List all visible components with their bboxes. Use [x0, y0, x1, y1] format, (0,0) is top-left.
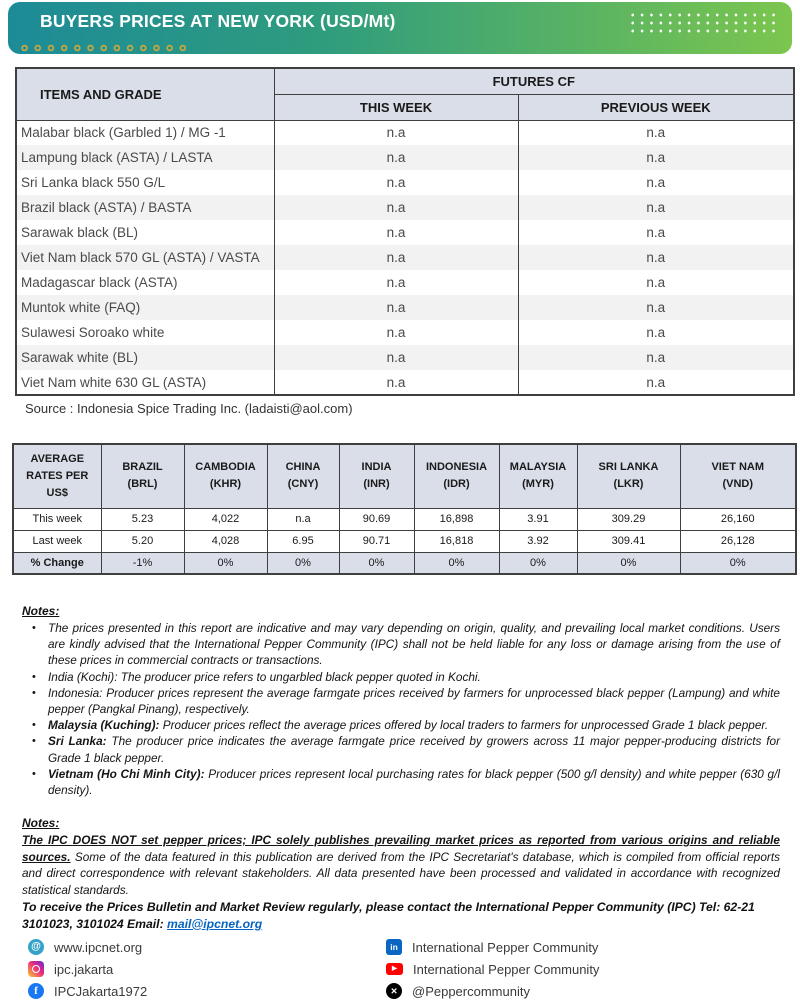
- country-header: BRAZIL (BRL): [101, 444, 184, 508]
- this-week-value: n.a: [274, 370, 518, 395]
- notes-section-1: [22, 604, 780, 798]
- table-row: [16, 270, 794, 295]
- previous-week-value: n.a: [518, 245, 794, 270]
- table-header-row: [16, 68, 794, 94]
- website-link: [28, 938, 338, 956]
- rate-value: 0%: [680, 552, 796, 574]
- rate-value: 6.95: [267, 530, 339, 552]
- social-link-label: International Pepper Community: [413, 961, 600, 977]
- notes-heading: Notes:: [22, 604, 60, 618]
- this-week-value: n.a: [274, 220, 518, 245]
- instagram-link: [28, 960, 338, 978]
- this-week-value: n.a: [274, 170, 518, 195]
- rate-value: 16,898: [414, 508, 499, 530]
- rate-value: 5.23: [101, 508, 184, 530]
- item-name: Malabar black (Garbled 1) / MG -1: [16, 120, 274, 145]
- rates-row-this-week: [13, 508, 796, 530]
- previous-week-value: n.a: [518, 120, 794, 145]
- item-name: Sarawak white (BL): [16, 345, 274, 370]
- rate-value: 5.20: [101, 530, 184, 552]
- rate-value: n.a: [267, 508, 339, 530]
- this-week-value: n.a: [274, 195, 518, 220]
- item-name: Madagascar black (ASTA): [16, 270, 274, 295]
- previous-week-value: n.a: [518, 370, 794, 395]
- previous-week-header: PREVIOUS WEEK: [518, 94, 794, 120]
- youtube-icon: ▶: [386, 963, 403, 975]
- previous-week-value: n.a: [518, 195, 794, 220]
- row-label: % Change: [13, 552, 101, 574]
- footer-social-links: [28, 938, 696, 1000]
- average-rates-table: [12, 443, 797, 575]
- rates-row-percent-change: [13, 552, 796, 574]
- previous-week-value: n.a: [518, 170, 794, 195]
- rate-value: 0%: [184, 552, 267, 574]
- note-bullet: • Malaysia (Kuching): Producer prices reflect the average prices offered by local traders to farmers for unprocessed Grade 1 black pepper.: [48, 717, 780, 733]
- item-name: Muntok white (FAQ): [16, 295, 274, 320]
- item-name: Viet Nam black 570 GL (ASTA) / VASTA: [16, 245, 274, 270]
- linkedin-link: [386, 938, 696, 956]
- table-row: [16, 170, 794, 195]
- item-name: Sri Lanka black 550 G/L: [16, 170, 274, 195]
- table-row: [16, 195, 794, 220]
- items-and-grade-header: ITEMS AND GRADE: [16, 68, 274, 120]
- rate-value: 4,028: [184, 530, 267, 552]
- social-link-label: IPCJakarta1972: [54, 983, 148, 999]
- country-header: MALAYSIA (MYR): [499, 444, 577, 508]
- country-header: CAMBODIA (KHR): [184, 444, 267, 508]
- item-name: Lampung black (ASTA) / LASTA: [16, 145, 274, 170]
- table-row: [16, 220, 794, 245]
- rates-row-last-week: [13, 530, 796, 552]
- table-row: [16, 345, 794, 370]
- dot-grid-decoration-icon: [628, 11, 778, 34]
- rate-value: 3.92: [499, 530, 577, 552]
- this-week-value: n.a: [274, 345, 518, 370]
- item-name: Brazil black (ASTA) / BASTA: [16, 195, 274, 220]
- facebook-link: [28, 982, 338, 1000]
- rates-header-row: [13, 444, 796, 508]
- this-week-header: THIS WEEK: [274, 94, 518, 120]
- note-bullet: • Sri Lanka: The producer price indicates the average farmgate price received by growers across 11 major pepper-producing districts for Grade 1 black pepper.: [48, 733, 780, 765]
- this-week-value: n.a: [274, 270, 518, 295]
- rate-value: 3.91: [499, 508, 577, 530]
- x-twitter-link: [386, 982, 696, 1000]
- linkedin-icon: in: [386, 939, 402, 955]
- footer-column-left: [28, 938, 338, 1000]
- footer-column-right: [386, 938, 696, 1000]
- rate-value: 0%: [577, 552, 680, 574]
- disclaimer-paragraph: The IPC DOES NOT set pepper prices; IPC solely publishes prevailing market prices as reported from various origins and reliable sources. Some of the data featured in this publication are derived from the IPC Secretariat's database, which is compiled from official reports and direct correspondence with relevant stakeholders. All data presented have been processed and validated in accordance with recognized statistical standards.: [22, 833, 780, 897]
- this-week-value: n.a: [274, 245, 518, 270]
- note-bullet: • India (Kochi): The producer price refers to ungarbled black pepper quoted in Kochi.: [48, 669, 780, 685]
- note-bullet: • The prices presented in this report are indicative and may vary depending on origin, quality, and prevailing local market conditions. Users are kindly advised that the International Pepper Community (IPC) shall not be held liable for any loss or damage arising from the use of these prices in commercial contracts or transactions.: [48, 620, 780, 669]
- previous-week-value: n.a: [518, 220, 794, 245]
- rate-value: 90.69: [339, 508, 414, 530]
- table-row: [16, 120, 794, 145]
- table-row: [16, 145, 794, 170]
- rate-value: 26,128: [680, 530, 796, 552]
- row-label: This week: [13, 508, 101, 530]
- rate-value: 4,022: [184, 508, 267, 530]
- item-name: Sulawesi Soroako white: [16, 320, 274, 345]
- previous-week-value: n.a: [518, 345, 794, 370]
- rate-value: -1%: [101, 552, 184, 574]
- social-link-label: www.ipcnet.org: [54, 939, 143, 955]
- row-label: Last week: [13, 530, 101, 552]
- item-name: Viet Nam white 630 GL (ASTA): [16, 370, 274, 395]
- rate-value: 309.41: [577, 530, 680, 552]
- source-note: Source : Indonesia Spice Trading Inc. (ladaisti@aol.com): [25, 401, 353, 416]
- this-week-value: n.a: [274, 320, 518, 345]
- ring-row-decoration-icon: [18, 43, 190, 53]
- notes-section-2: [22, 816, 780, 898]
- rate-value: 309.29: [577, 508, 680, 530]
- header-banner: [8, 2, 792, 54]
- page-title: BUYERS PRICES AT NEW YORK (USD/Mt): [40, 11, 396, 31]
- youtube-link: [386, 960, 696, 978]
- email-link[interactable]: mail@ipcnet.org: [167, 916, 263, 931]
- item-name: Sarawak black (BL): [16, 220, 274, 245]
- futures-cf-header: FUTURES CF: [274, 68, 794, 94]
- this-week-value: n.a: [274, 145, 518, 170]
- rate-value: 26,160: [680, 508, 796, 530]
- globe-icon: @: [28, 939, 44, 955]
- country-header: SRI LANKA (LKR): [577, 444, 680, 508]
- x-twitter-icon: ✕: [386, 983, 402, 999]
- instagram-icon: [28, 961, 44, 977]
- corner-header: AVERAGE RATES PER US$: [13, 444, 101, 508]
- country-header: INDONESIA (IDR): [414, 444, 499, 508]
- note-bullet: • Indonesia: Producer prices represent the average farmgate prices received by farmers for unprocessed black pepper (Lampung) and white pepper (Pangkal Pinang), respectively.: [48, 685, 780, 717]
- contact-paragraph: To receive the Prices Bulletin and Market Review regularly, please contact the International Pepper Community (IPC) Tel: 62-21 3101023, 3101024 Email: mail@ipcnet.org: [22, 900, 755, 931]
- social-link-label: ipc.jakarta: [54, 961, 114, 977]
- table-row: [16, 245, 794, 270]
- table-row: [16, 320, 794, 345]
- rate-value: 16,818: [414, 530, 499, 552]
- rate-value: 0%: [267, 552, 339, 574]
- country-header: INDIA (INR): [339, 444, 414, 508]
- table-row: [16, 295, 794, 320]
- note-bullet: • Vietnam (Ho Chi Minh City): Producer prices represent local purchasing rates for black pepper (500 g/l density) and white pepper (630 g/l density).: [48, 766, 780, 798]
- this-week-value: n.a: [274, 120, 518, 145]
- this-week-value: n.a: [274, 295, 518, 320]
- futures-prices-table: [15, 67, 795, 396]
- rate-value: 0%: [414, 552, 499, 574]
- social-link-label: @Peppercommunity: [412, 983, 530, 999]
- previous-week-value: n.a: [518, 320, 794, 345]
- country-header: VIET NAM (VND): [680, 444, 796, 508]
- rate-value: 90.71: [339, 530, 414, 552]
- table-row: [16, 370, 794, 395]
- rate-value: 0%: [499, 552, 577, 574]
- rate-value: 0%: [339, 552, 414, 574]
- notes-heading: Notes:: [22, 816, 60, 830]
- previous-week-value: n.a: [518, 270, 794, 295]
- facebook-icon: f: [28, 983, 44, 999]
- social-link-label: International Pepper Community: [412, 939, 599, 955]
- previous-week-value: n.a: [518, 295, 794, 320]
- country-header: CHINA (CNY): [267, 444, 339, 508]
- previous-week-value: n.a: [518, 145, 794, 170]
